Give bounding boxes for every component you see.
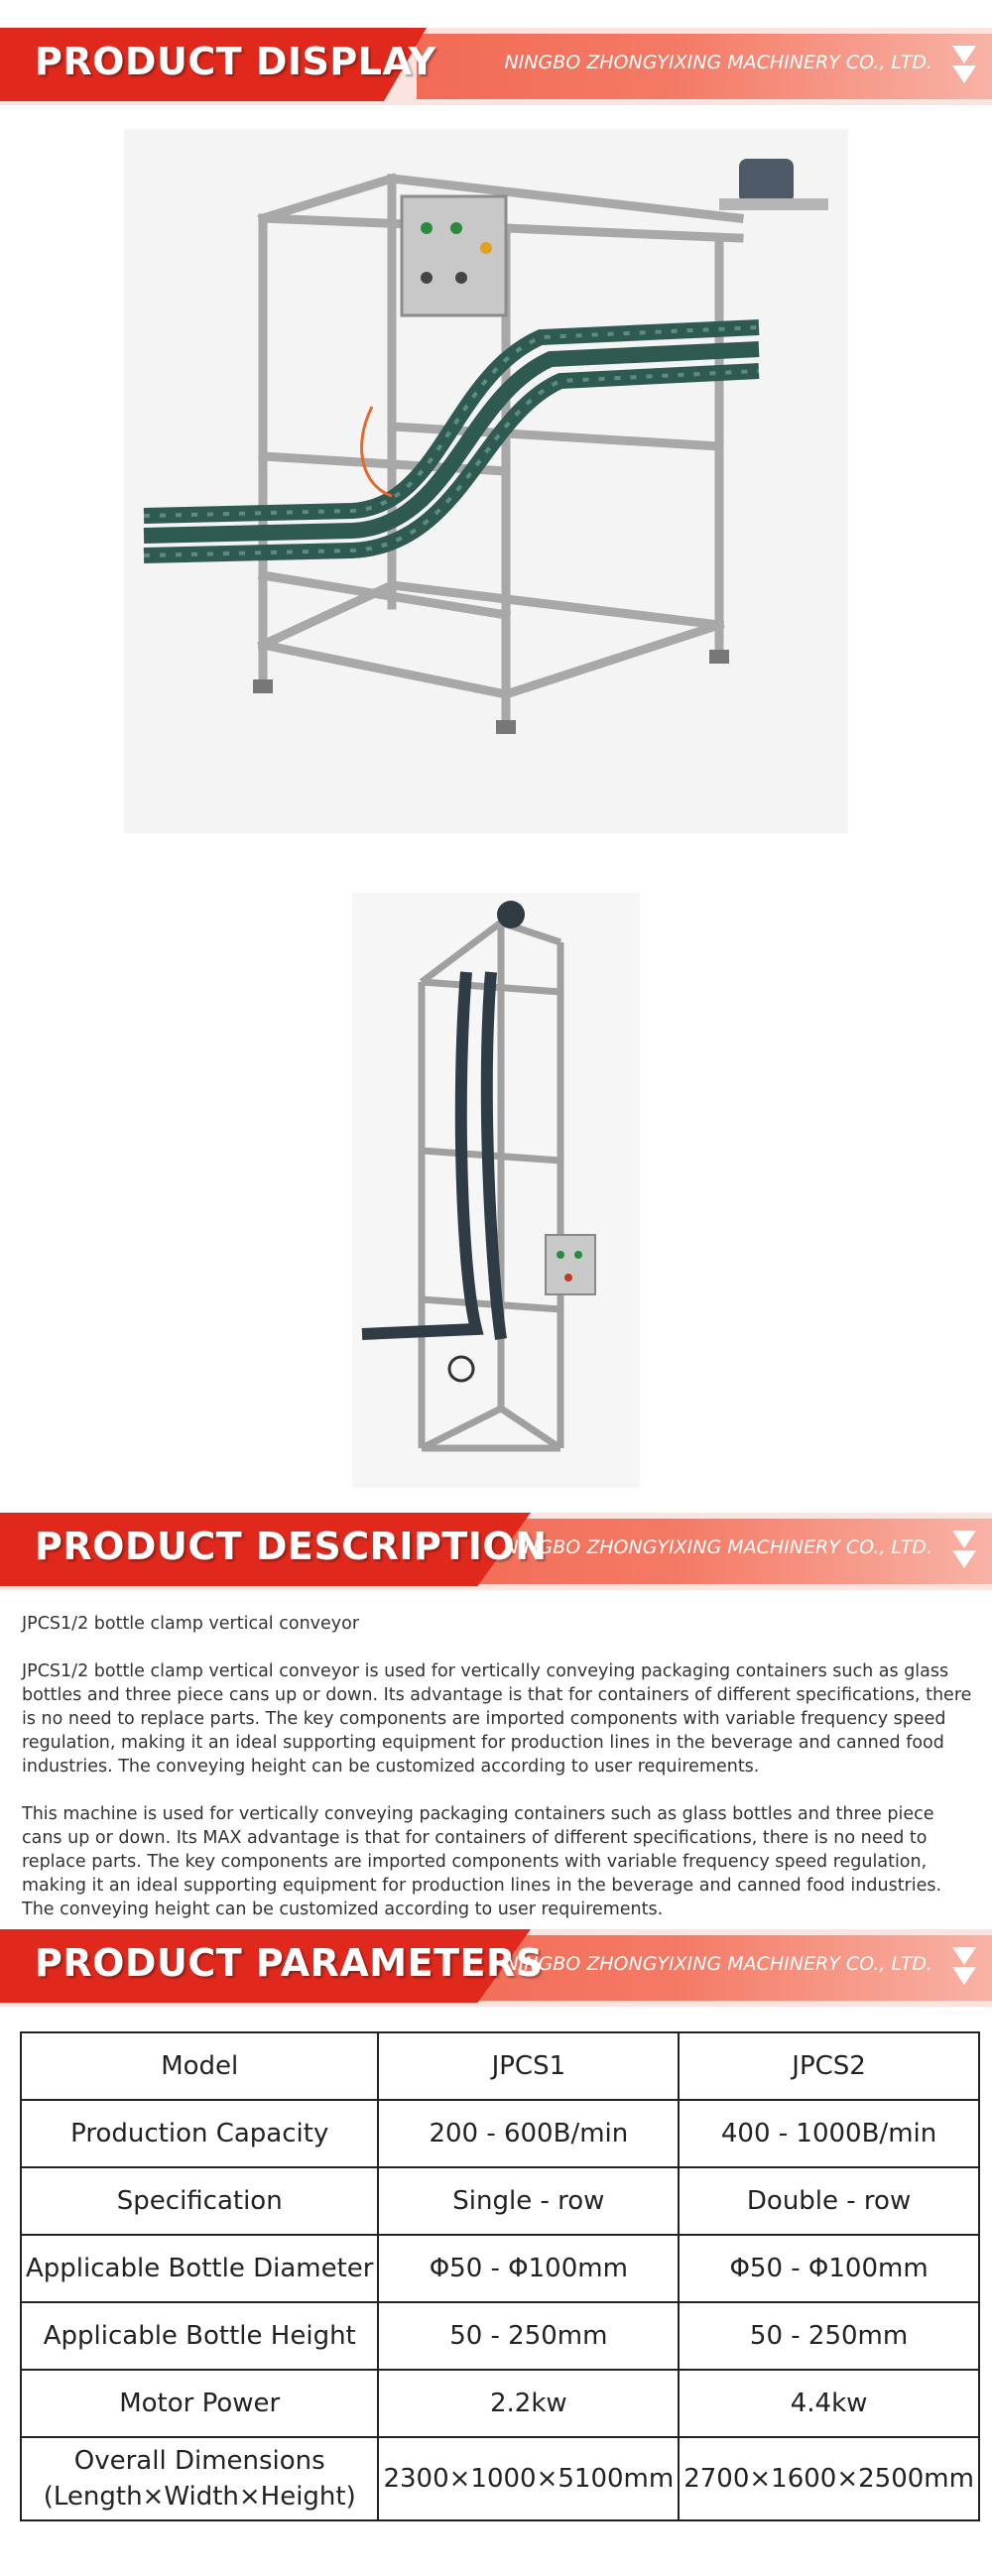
param-value-jpcs1: 2.2kw	[378, 2370, 679, 2437]
company-name: NINGBO ZHONGYIXING MACHINERY CO., LTD.	[504, 52, 932, 73]
double-chevron-down-icon	[952, 44, 976, 87]
param-value-jpcs2: 400 - 1000B/min	[679, 2100, 979, 2167]
param-value-jpcs1: Φ50 - Φ100mm	[378, 2235, 679, 2302]
product-image-1	[124, 129, 848, 833]
section-title: PRODUCT PARAMETERS	[35, 1941, 544, 1985]
param-label-line2: (Length×Width×Height)	[43, 2482, 356, 2512]
company-name: NINGBO ZHONGYIXING MACHINERY CO., LTD.	[504, 1953, 932, 1975]
conveyor-frame-illustration	[124, 129, 848, 833]
description-body	[22, 1612, 974, 1945]
vertical-conveyor-illustration	[352, 893, 640, 1488]
section-header-parameters	[0, 1929, 992, 2007]
double-chevron-down-icon	[952, 1945, 976, 1989]
param-label: Applicable Bottle Diameter	[21, 2235, 378, 2302]
table-row	[21, 2167, 979, 2235]
table-row	[21, 2100, 979, 2167]
param-value-jpcs2: Φ50 - Φ100mm	[679, 2235, 979, 2302]
param-value-jpcs1: 50 - 250mm	[378, 2302, 679, 2370]
section-header-display	[0, 28, 992, 105]
product-image-2	[352, 893, 640, 1488]
section-header-description	[0, 1513, 992, 1590]
table-row	[21, 2032, 979, 2100]
param-label: Model	[21, 2032, 378, 2100]
double-chevron-down-icon	[952, 1529, 976, 1572]
description-heading: JPCS1/2 bottle clamp vertical conveyor	[22, 1614, 360, 1634]
param-label: Applicable Bottle Height	[21, 2302, 378, 2370]
param-value-jpcs1: Single - row	[378, 2167, 679, 2235]
parameters-table	[20, 2031, 980, 2521]
param-label: Motor Power	[21, 2370, 378, 2437]
param-label: Production Capacity	[21, 2100, 378, 2167]
table-row	[21, 2370, 979, 2437]
param-value-jpcs2: Double - row	[679, 2167, 979, 2235]
param-value-jpcs2: 2700×1600×2500mm	[679, 2437, 979, 2520]
section-title: PRODUCT DESCRIPTION	[35, 1525, 548, 1568]
param-value-jpcs1: 200 - 600B/min	[378, 2100, 679, 2167]
param-label-line1: Overall Dimensions	[73, 2446, 325, 2476]
param-label	[21, 2437, 378, 2520]
param-value-jpcs2: JPCS2	[679, 2032, 979, 2100]
param-label: Specification	[21, 2167, 378, 2235]
param-value-jpcs2: 4.4kw	[679, 2370, 979, 2437]
table-row	[21, 2235, 979, 2302]
table-row	[21, 2302, 979, 2370]
description-paragraph: This machine is used for vertically conveying packaging containers such as glass bottles and three piece cans up or down. Its MAX advantage is that for containers of different specifications, there is no need to replace parts. The key components are imported components with variable frequency speed regulation, making it an ideal supporting equipment for production lines in the beverage and canned food industries. The conveying height can be customized according to user requirements.	[22, 1804, 942, 1919]
param-value-jpcs2: 50 - 250mm	[679, 2302, 979, 2370]
table-row	[21, 2437, 979, 2520]
param-value-jpcs1: 2300×1000×5100mm	[378, 2437, 679, 2520]
section-title: PRODUCT DISPLAY	[35, 40, 436, 83]
param-value-jpcs1: JPCS1	[378, 2032, 679, 2100]
company-name: NINGBO ZHONGYIXING MACHINERY CO., LTD.	[504, 1536, 932, 1558]
description-paragraph: JPCS1/2 bottle clamp vertical conveyor is used for vertically conveying packaging containers such as glass bottles and three piece cans up or down. Its advantage is that for containers of different specifications, there is no need to replace parts. The key components are imported components with variable frequency speed regulation, making it an ideal supporting equipment for production lines in the beverage and canned food industries. The conveying height can be customized according to user requirements.	[22, 1661, 972, 1777]
